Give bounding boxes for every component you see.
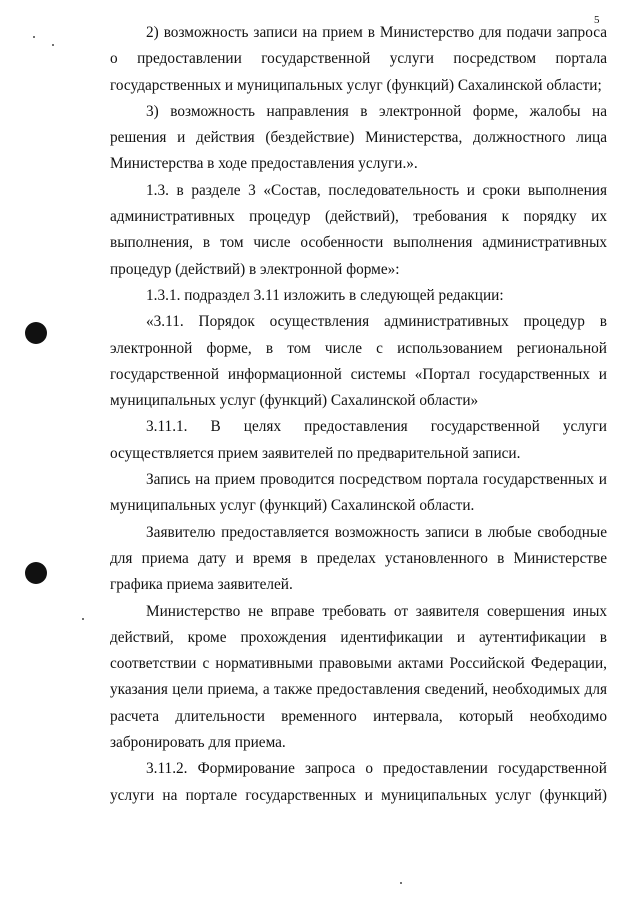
paragraph: 2) возможность записи на прием в Министерство для подачи запроса о предоставлении государственной услуги посредством портала государственных и муниципальных услуг (функций) Сахалинской области; [110,24,607,94]
scan-speck [52,44,54,46]
page-number: 5 [594,14,600,26]
scan-speck [33,36,35,38]
paragraph: Министерство не вправе требовать от заявителя совершения иных действий, кроме прохождения идентификации и аутентификации в соответствии с нормативными правовыми актами Российской Федерации, указания цели приема, а также предоставления сведений, необходимых для расчета длительности временного интервала, который необходимо забронировать для приема. [110,602,607,752]
scan-speck [82,618,84,620]
paragraph: «3.11. Порядок осуществления административных процедур в электронной форме, в том числе с использованием региональной государственной информационной системы «Портал государственных и муниципальных услуг (функций) Сахалинской области» [110,313,607,410]
punch-hole [25,322,47,344]
paragraph: Запись на прием проводится посредством портала государственных и муниципальных услуг (функций) Сахалинской области. [110,471,607,515]
punch-hole [25,562,47,584]
paragraph: 1.3.1. подраздел 3.11 изложить в следующей редакции: [146,286,504,304]
document-body [110,20,607,809]
paragraph: 3.11.1. В целях предоставления государственной услуги осуществляется прием заявителей по предварительной записи. [110,418,607,462]
scan-speck [400,882,402,884]
paragraph: 3.11.2. Формирование запроса о предоставлении государственной услуги на портале государственных и муниципальных услуг (функций) [110,760,607,804]
paragraph: 1.3. в разделе 3 «Состав, последовательность и сроки выполнения административных процедур (действий), требования к порядку их выполнения, в том числе особенности выполнения административных процедур (действий) в электронной форме»: [110,181,607,278]
paragraph: Заявителю предоставляется возможность записи в любые свободные для приема дату и время в пределах установленного в Министерстве графика приема заявителей. [110,523,607,594]
paragraph: 3) возможность направления в электронной форме, жалобы на решения и действия (бездействие) Министерства, должностного лица Министерства в ходе предоставления услуги.». [110,102,607,173]
